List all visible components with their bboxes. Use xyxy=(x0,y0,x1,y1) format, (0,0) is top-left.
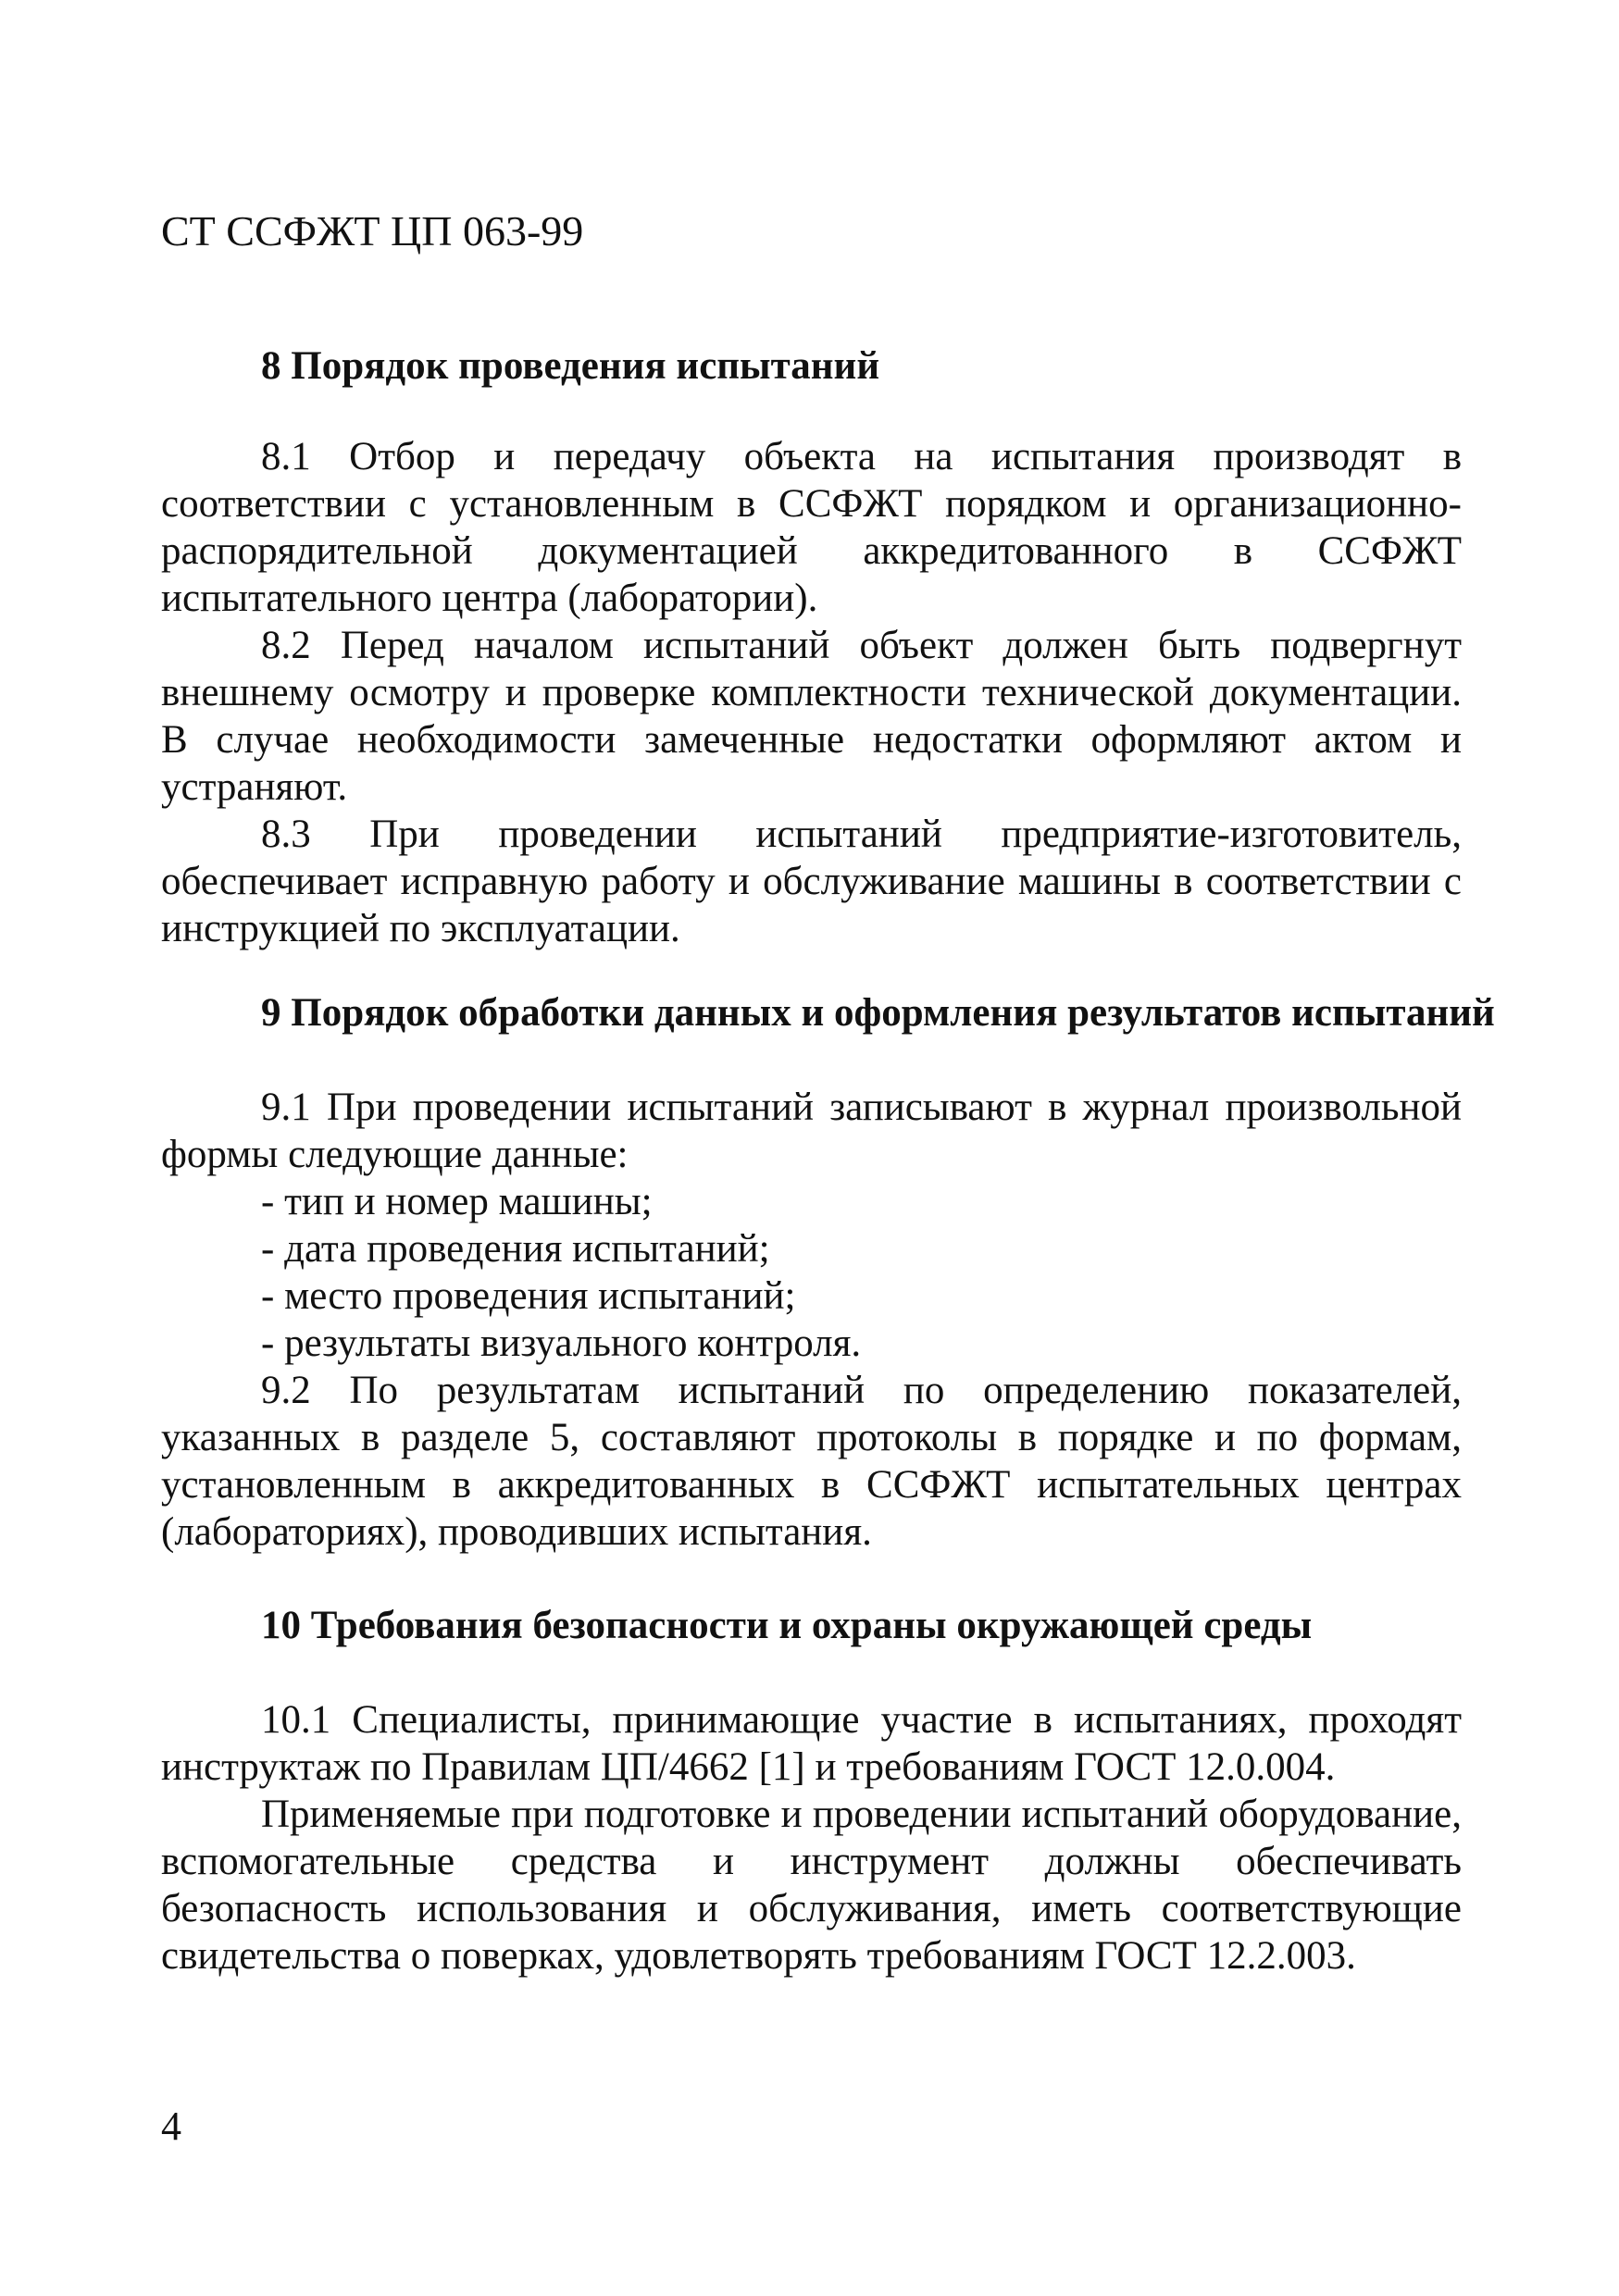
list-item: - место проведения испытаний; xyxy=(261,1274,796,1318)
paragraph-10-1: 10.1 Специалисты, принимающие участие в испытаниях, проходят инструктаж по Правилам ЦП/4662 [1] и требованиям ГОСТ 12.0.004. xyxy=(161,1698,1462,1789)
data-items-list xyxy=(161,1178,1462,1367)
section-heading: 8 Порядок проведения испытаний xyxy=(261,344,880,388)
paragraph-9-1: 9.1 При проведении испытаний записывают в журнал произвольной формы следующие данные: xyxy=(161,1086,1462,1176)
paragraph-8-3: 8.3 При проведении испытаний предприятие-изготовитель, обеспечивает исправную работу и обслуживание машины в соответствии с инструкцией по эксплуатации. xyxy=(161,813,1462,950)
list-item: - дата проведения испытаний; xyxy=(261,1227,770,1271)
document-code-header: СТ ССФЖТ ЦП 063-99 xyxy=(161,207,584,254)
section-9 xyxy=(161,989,1495,1556)
document-body xyxy=(161,342,1495,1980)
paragraph-9-2: 9.2 По результатам испытаний по определению показателей, указанных в разделе 5, составляют протоколы в порядке и по формам, установленным в аккредитованных в ССФЖТ испытательных центрах (лабораториях), проводивших испытания. xyxy=(161,1369,1462,1554)
list-item: - результаты визуального контроля. xyxy=(261,1322,862,1365)
paragraph-10-2: Применяемые при подготовке и проведении испытаний оборудование, вспомогательные средства и инструмент должны обеспечивать безопасность использования и обслуживания, иметь соответствующие свидетельства о поверках, удовлетворять требованиям ГОСТ 12.2.003. xyxy=(161,1793,1462,1978)
page-number: 4 xyxy=(161,2104,181,2149)
paragraph-8-1: 8.1 Отбор и передачу объекта на испытания производят в соответствии с установленным в ССФЖТ порядком и организационно-распорядительной документацией аккредитованного в ССФЖТ испытательного центра (лаборатории). xyxy=(161,435,1462,620)
list-item: - тип и номер машины; xyxy=(261,1180,653,1223)
paragraph-8-2: 8.2 Перед началом испытаний объект должен быть подвергнут внешнему осмотру и проверке комплектности технической документации. В случае необходимости замеченные недостатки оформляют актом и устраняют. xyxy=(161,624,1462,809)
section-8 xyxy=(161,342,1462,952)
section-heading: 10 Требования безопасности и охраны окружающей среды xyxy=(261,1604,1313,1647)
section-10 xyxy=(161,1602,1462,1980)
section-heading: 9 Порядок обработки данных и оформления результатов испытаний xyxy=(261,991,1495,1035)
